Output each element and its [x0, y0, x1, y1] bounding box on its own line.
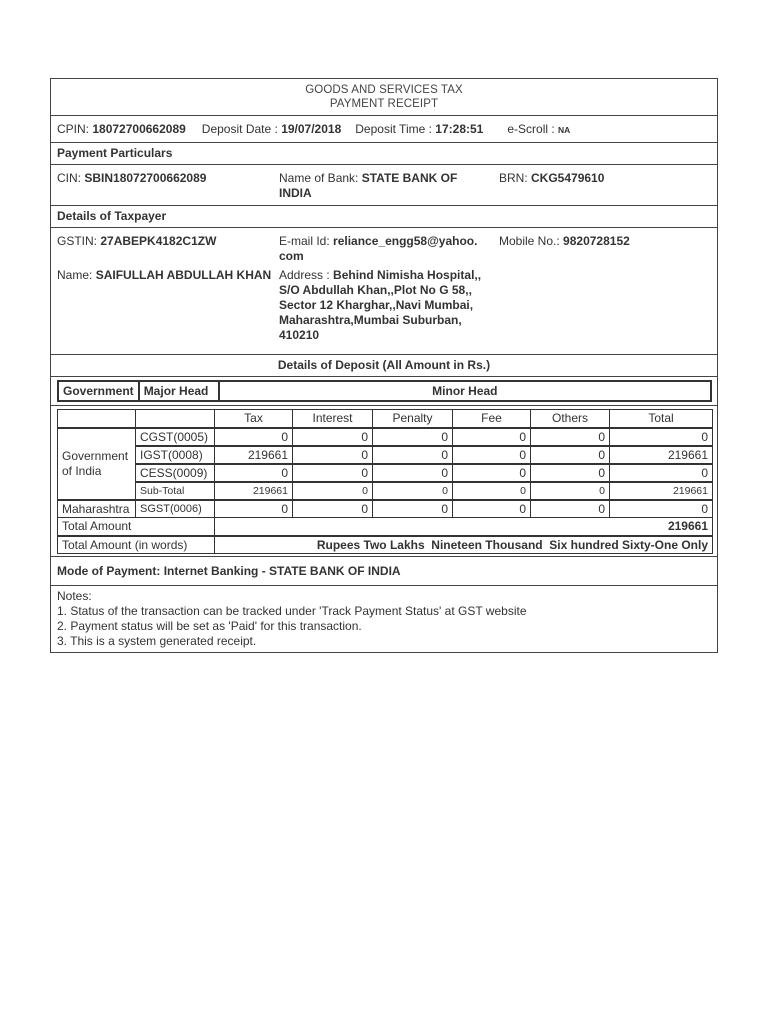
cell: 0	[531, 428, 610, 446]
deposit-date-label: Deposit Date :	[201, 122, 278, 136]
name-value: SAIFULLAH ABDULLAH KHAN	[95, 268, 272, 282]
cell: 0	[531, 464, 610, 482]
gstin	[57, 234, 216, 249]
cin-value: SBIN18072700662089	[84, 171, 207, 185]
blank-cell	[58, 410, 136, 428]
deposit-time	[355, 122, 483, 136]
cpin	[57, 122, 186, 136]
cpin-label: CPIN:	[57, 122, 90, 136]
payment-mode-label: Mode of Payment:	[57, 564, 161, 578]
note-item: 1. Status of the transaction can be tracked under 'Track Payment Status' at GST website	[57, 604, 527, 618]
table-row-cess	[58, 464, 713, 482]
payment-mode-value: Internet Banking - STATE BANK OF INDIA	[163, 564, 401, 578]
total-words-label: Total Amount (in words)	[58, 536, 215, 554]
head-igst: IGST(0008)	[136, 446, 215, 464]
cell: 0	[373, 428, 453, 446]
payment-mode	[51, 556, 717, 585]
taxpayer-name	[57, 268, 271, 283]
total-amount-value: 219661	[215, 518, 713, 536]
escroll	[507, 122, 570, 136]
cell: 0	[453, 500, 531, 518]
name-label: Name:	[57, 268, 93, 282]
table-row-total-amount	[58, 518, 713, 536]
address	[279, 268, 484, 343]
note-item: 3. This is a system generated receipt.	[57, 634, 257, 648]
cell: 0	[373, 500, 453, 518]
receipt-title-line1: GOODS AND SERVICES TAX	[305, 84, 463, 96]
bank-name	[279, 171, 469, 201]
cell: 0	[215, 464, 293, 482]
cell: 0	[453, 482, 531, 500]
cell: 0	[453, 428, 531, 446]
col-fee: Fee	[453, 410, 531, 428]
receipt-title	[51, 79, 717, 116]
taxpayer-heading: Details of Taxpayer	[51, 205, 717, 227]
head-major: Major Head	[139, 381, 219, 401]
deposit-date	[202, 122, 341, 136]
col-interest: Interest	[293, 410, 373, 428]
gov-india-cell: Government of India	[58, 428, 136, 500]
gstin-value: 27ABEPK4182C1ZW	[100, 234, 217, 248]
escroll-label: e-Scroll :	[507, 122, 555, 136]
mobile-value: 9820728152	[563, 234, 630, 248]
table-row-cgst	[58, 428, 713, 446]
deposit-time-label: Deposit Time :	[355, 122, 432, 136]
cpin-value: 18072700662089	[92, 122, 186, 136]
email-label: E-mail Id:	[279, 234, 330, 248]
brn	[499, 171, 604, 186]
notes	[51, 585, 717, 652]
payment-receipt	[50, 78, 718, 653]
brn-value: CKG5479610	[531, 171, 605, 185]
taxpayer-details	[51, 227, 717, 354]
cell: 219661	[215, 446, 293, 464]
deposit-heading: Details of Deposit (All Amount in Rs.)	[51, 354, 717, 376]
total-amount-label: Total Amount	[58, 518, 215, 536]
cell: 219661	[610, 446, 713, 464]
table-row-sgst	[58, 500, 713, 518]
head-cess: CESS(0009)	[136, 464, 215, 482]
cin-label: CIN:	[57, 171, 81, 185]
cell: 0	[610, 428, 713, 446]
head-minor: Minor Head	[219, 381, 711, 401]
cell: 0	[293, 428, 373, 446]
notes-title: Notes:	[57, 589, 92, 603]
col-penalty: Penalty	[373, 410, 453, 428]
head-sgst: SGST(0006)	[136, 500, 215, 518]
summary-row	[51, 116, 717, 142]
email	[279, 234, 479, 264]
brn-label: BRN:	[499, 171, 528, 185]
col-total: Total	[610, 410, 713, 428]
note-item: 2. Payment status will be set as 'Paid' for this transaction.	[57, 619, 362, 633]
cell: 0	[293, 482, 373, 500]
head-cgst: CGST(0005)	[136, 428, 215, 446]
cell: 0	[293, 446, 373, 464]
cell: 0	[373, 446, 453, 464]
cell: 219661	[610, 482, 713, 500]
head-subtotal: Sub-Total	[136, 482, 215, 500]
cell: 0	[531, 446, 610, 464]
email-value: reliance_engg58@yahoo.com	[279, 234, 478, 263]
deposit-time-value: 17:28:51	[435, 122, 484, 136]
cell: 0	[215, 500, 293, 518]
gstin-label: GSTIN:	[57, 234, 98, 248]
deposit-date-value: 19/07/2018	[281, 122, 342, 136]
cell: 0	[293, 500, 373, 518]
blank-cell	[136, 410, 215, 428]
bank-label: Name of Bank:	[279, 171, 359, 185]
address-label: Address :	[279, 268, 330, 282]
col-tax: Tax	[215, 410, 293, 428]
column-header-row	[58, 410, 713, 428]
mobile	[499, 234, 630, 249]
cell: 0	[215, 428, 293, 446]
cell: 0	[531, 482, 610, 500]
cell: 0	[453, 446, 531, 464]
address-value: Behind Nimisha Hospital,, S/O Abdullah Khan,,Plot No G 58,, Sector 12 Kharghar,,Navi Mumbai, Maharashtra,Mumbai Suburban, 410210	[279, 268, 482, 342]
cell: 0	[373, 482, 453, 500]
payment-particulars	[51, 164, 717, 205]
cell: 0	[610, 500, 713, 518]
deposit-data-wrap	[51, 405, 717, 556]
deposit-header-table	[57, 380, 712, 402]
cin	[57, 171, 206, 186]
bank-value: STATE BANK OF INDIA	[279, 171, 458, 200]
table-row-total-words	[58, 536, 713, 554]
total-words-value: Rupees Two Lakhs Nineteen Thousand Six hundred Sixty-One Only	[215, 536, 713, 554]
deposit-header-wrap	[51, 376, 717, 405]
cell: 0	[453, 464, 531, 482]
payment-particulars-heading: Payment Particulars	[51, 142, 717, 164]
escroll-value: NA	[558, 125, 571, 135]
cell: 0	[293, 464, 373, 482]
mobile-label: Mobile No.:	[499, 234, 560, 248]
cell: 0	[610, 464, 713, 482]
table-row-subtotal	[58, 482, 713, 500]
cell: 0	[531, 500, 610, 518]
head-government: Government	[58, 381, 139, 401]
col-others: Others	[531, 410, 610, 428]
maharashtra-cell: Maharashtra	[58, 500, 136, 518]
cell: 0	[373, 464, 453, 482]
cell: 219661	[215, 482, 293, 500]
receipt-title-line2: PAYMENT RECEIPT	[329, 98, 439, 110]
table-row-igst	[58, 446, 713, 464]
deposit-table	[57, 409, 713, 554]
